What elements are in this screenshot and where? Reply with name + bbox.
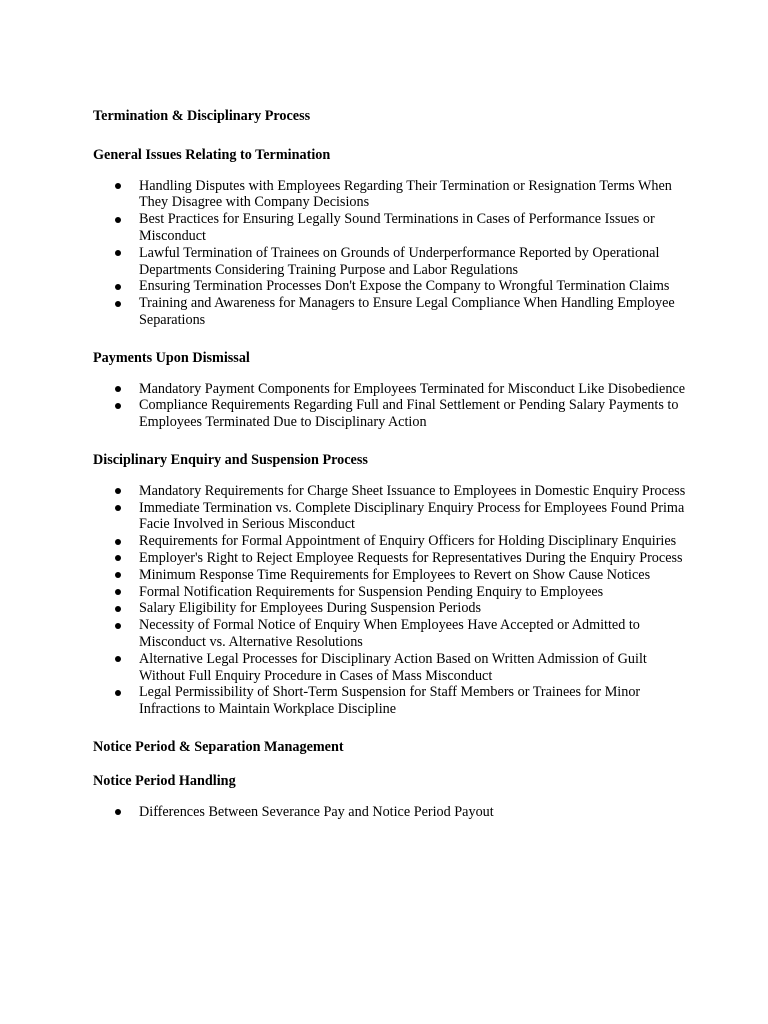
bullet-icon: [115, 301, 121, 307]
list-item-text: Employer's Right to Reject Employee Requests for Representatives During the Enquiry Process: [139, 549, 683, 566]
list-item-text: Handling Disputes with Employees Regarding Their Termination or Resignation Terms When They Disagree with Company Decisions: [139, 177, 672, 211]
bullet-list-notice-period-handling: [93, 804, 693, 821]
list-item: [93, 600, 693, 617]
list-item-text: Alternative Legal Processes for Disciplinary Action Based on Written Admission of Guilt Without Full Enquiry Procedure in Cases of Mass Misconduct: [139, 650, 647, 684]
document-content: [93, 108, 693, 841]
bullet-icon: [115, 572, 121, 578]
section-heading-notice-period-handling: Notice Period Handling: [93, 772, 236, 789]
list-item: [93, 804, 693, 821]
list-item-text: Differences Between Severance Pay and Notice Period Payout: [139, 803, 494, 820]
list-item: [93, 245, 693, 279]
list-item: [93, 617, 693, 651]
list-item: [93, 550, 693, 567]
list-item-text: Requirements for Formal Appointment of Enquiry Officers for Holding Disciplinary Enquiries: [139, 533, 677, 550]
list-item: [93, 178, 693, 212]
bullet-icon: [115, 539, 121, 545]
section-heading-general-issues: General Issues Relating to Termination: [93, 146, 331, 163]
list-item: [93, 397, 693, 431]
list-item-text: Formal Notification Requirements for Suspension Pending Enquiry to Employees: [139, 583, 604, 600]
bullet-icon: [115, 555, 121, 561]
bullet-icon: [115, 488, 121, 494]
list-item: [93, 584, 693, 601]
bullet-icon: [115, 250, 121, 256]
bullet-list-disciplinary-enquiry: [93, 483, 693, 718]
bullet-icon: [115, 183, 121, 189]
list-item-text: Mandatory Requirements for Charge Sheet Issuance to Employees in Domestic Enquiry Process: [139, 482, 686, 499]
bullet-icon: [115, 284, 121, 290]
list-item-text: Immediate Termination vs. Complete Disciplinary Enquiry Process for Employees Found Prima Facie Involved in Serious Misconduct: [139, 499, 685, 533]
list-item: [93, 533, 693, 550]
list-item: [93, 211, 693, 245]
list-item: [93, 651, 693, 685]
section-title-notice-period: Notice Period & Separation Management: [93, 738, 344, 755]
list-item-text: Minimum Response Time Requirements for Employees to Revert on Show Cause Notices: [139, 566, 651, 583]
list-item-text: Training and Awareness for Managers to Ensure Legal Compliance When Handling Employee Separations: [139, 295, 675, 328]
list-item: [93, 295, 693, 329]
bullet-list-general-issues: [93, 178, 693, 329]
bullet-icon: [115, 690, 121, 696]
list-item: [93, 684, 693, 718]
list-item: [93, 278, 693, 295]
list-item-text: Compliance Requirements Regarding Full and Final Settlement or Pending Salary Payments to Employees Terminated Due to Disciplinary Action: [139, 397, 679, 431]
bullet-icon: [115, 606, 121, 612]
section-heading-payments-upon-dismissal: Payments Upon Dismissal: [93, 349, 250, 366]
list-item: [93, 500, 693, 534]
list-item-text: Ensuring Termination Processes Don't Expose the Company to Wrongful Termination Claims: [139, 278, 670, 295]
list-item-text: Necessity of Formal Notice of Enquiry When Employees Have Accepted or Admitted to Misconduct vs. Alternative Resolutions: [139, 617, 640, 650]
bullet-icon: [115, 403, 121, 409]
bullet-icon: [115, 505, 121, 511]
bullet-list-payments-upon-dismissal: [93, 381, 693, 431]
bullet-icon: [115, 217, 121, 223]
list-item-text: Best Practices for Ensuring Legally Sound Terminations in Cases of Performance Issues or Misconduct: [139, 211, 655, 244]
list-item: [93, 483, 693, 500]
bullet-icon: [115, 623, 121, 629]
list-item-text: Legal Permissibility of Short-Term Suspension for Staff Members or Trainees for Minor Infractions to Maintain Workplace Discipline: [139, 684, 641, 718]
section-heading-disciplinary-enquiry: Disciplinary Enquiry and Suspension Process: [93, 451, 368, 468]
list-item-text: Salary Eligibility for Employees During Suspension Periods: [139, 600, 482, 617]
bullet-icon: [115, 386, 121, 392]
list-item-text: Mandatory Payment Components for Employees Terminated for Misconduct Like Disobedience: [139, 380, 686, 397]
bullet-icon: [115, 656, 121, 662]
list-item: [93, 567, 693, 584]
list-item-text: Lawful Termination of Trainees on Grounds of Underperformance Reported by Operational Departments Considering Training Purpose and Labor Regulations: [139, 244, 660, 278]
bullet-icon: [115, 589, 121, 595]
document-title: Termination & Disciplinary Process: [93, 108, 311, 124]
bullet-icon: [115, 809, 121, 815]
list-item: [93, 381, 693, 398]
